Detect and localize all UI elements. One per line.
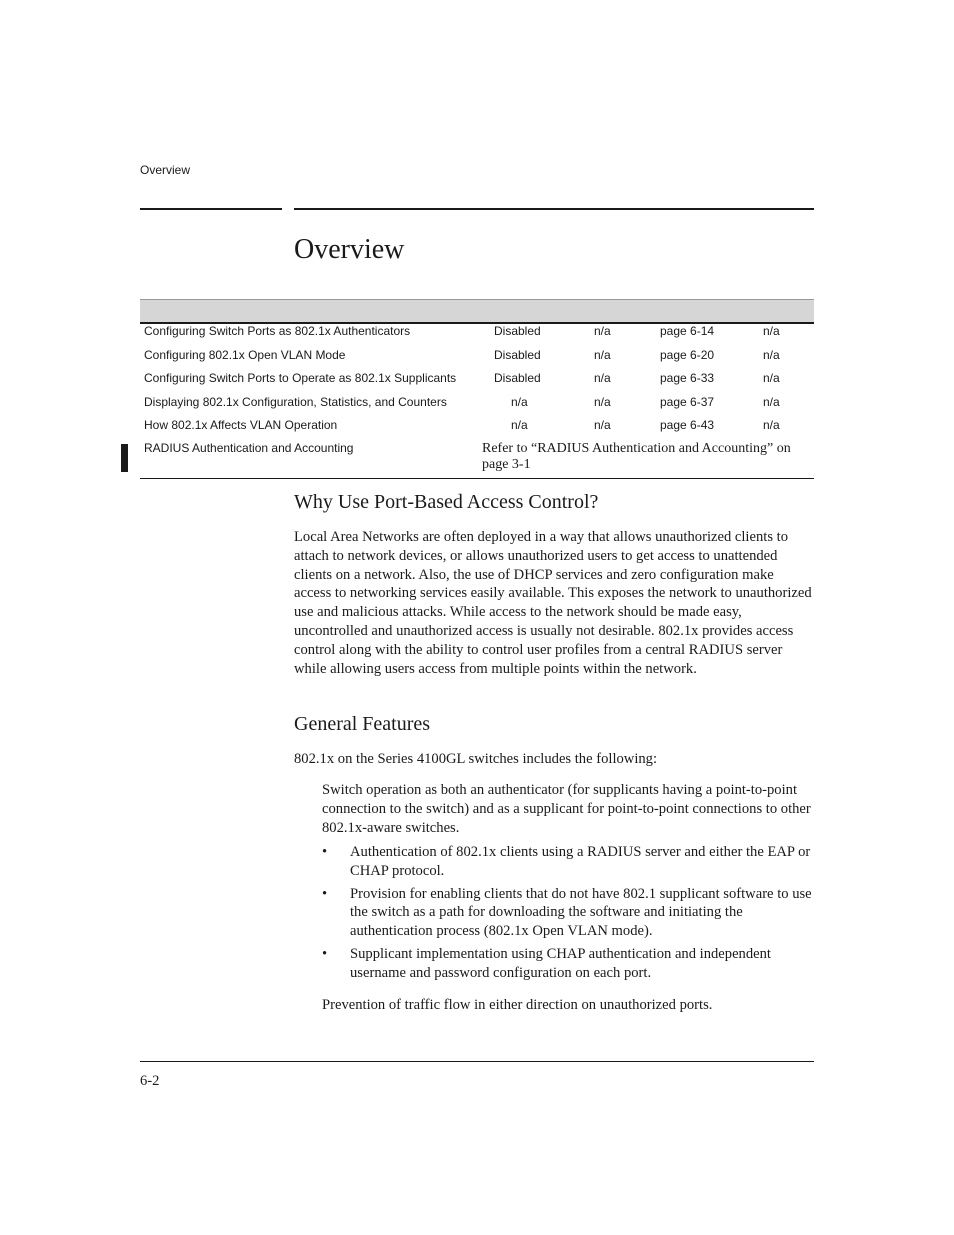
features-intro: 802.1x on the Series 4100GL switches includes the following: bbox=[294, 751, 658, 767]
table-row bbox=[0, 324, 954, 344]
footer-rule bbox=[140, 1061, 814, 1062]
table-row bbox=[0, 348, 954, 368]
cell: n/a bbox=[763, 348, 780, 362]
table-row bbox=[0, 395, 954, 415]
cell: n/a bbox=[594, 324, 611, 338]
features-bullet-list bbox=[322, 843, 814, 987]
feature-cell: How 802.1x Affects VLAN Operation bbox=[144, 418, 338, 432]
table-bottom-rule bbox=[140, 478, 814, 479]
cell: n/a bbox=[594, 418, 611, 432]
running-head: Overview bbox=[140, 163, 191, 177]
cross-reference-cell: Refer to “RADIUS Authentication and Accounting” on page 3-1 bbox=[482, 441, 791, 472]
why-paragraph: Local Area Networks are often deployed in a way that allows unauthorized clients to attach to network devices, or allows unauthorized users to get access to unattended clients on a network. Also, the use of DHCP services and zero configuration make access to networking services easily available. This exposes the network to unauthorized use and malicious attacks. While access to the network should be made easy, uncontrolled and unauthorized access is usually not desirable. 802.1x provides access control along with the ability to control user profiles from a central RADIUS server while allowing users access from multiple points within the network. bbox=[294, 529, 812, 677]
table-header-band bbox=[140, 299, 814, 323]
bullet-glyph: • bbox=[322, 844, 328, 860]
default-cell: Disabled bbox=[494, 371, 541, 385]
list-item bbox=[322, 843, 814, 881]
cell: n/a bbox=[594, 348, 611, 362]
list-item-text: Authentication of 802.1x clients using a RADIUS server and either the EAP or CHAP protocol. bbox=[350, 844, 811, 879]
feature-cell: Configuring 802.1x Open VLAN Mode bbox=[144, 348, 346, 362]
bullet-glyph: • bbox=[322, 945, 328, 962]
table-row bbox=[0, 371, 954, 391]
features-item-first: Switch operation as both an authenticator (for supplicants having a point-to-point connection to the switch) and as a supplicant for point-to-point connections to other 802.1x-aware switches. bbox=[322, 782, 811, 836]
feature-cell: RADIUS Authentication and Accounting bbox=[144, 441, 354, 455]
cell: n/a bbox=[594, 395, 611, 409]
page-ref-cell: page 6-37 bbox=[660, 395, 715, 409]
default-cell: n/a bbox=[511, 418, 528, 432]
page-ref-cell: page 6-43 bbox=[660, 418, 715, 432]
cell: n/a bbox=[594, 371, 611, 385]
bullet-glyph: • bbox=[322, 885, 328, 902]
change-bar bbox=[121, 444, 128, 472]
table-row bbox=[0, 418, 954, 438]
page-ref-cell: page 6-20 bbox=[660, 348, 715, 362]
cell: n/a bbox=[763, 371, 780, 385]
cell: n/a bbox=[763, 395, 780, 409]
cell: n/a bbox=[763, 418, 780, 432]
default-cell: n/a bbox=[511, 395, 528, 409]
header-rule-left bbox=[140, 208, 282, 210]
page-number: 6-2 bbox=[140, 1073, 160, 1089]
header-rule-right bbox=[294, 208, 814, 210]
list-item-text: Provision for enabling clients that do not have 802.1 supplicant software to use the switch as a path for downloading the software and initiating the authentication process (802.1x Open VLAN mode). bbox=[350, 885, 812, 940]
list-item bbox=[322, 885, 814, 941]
default-cell: Disabled bbox=[494, 324, 541, 338]
section-heading-features: General Features bbox=[294, 713, 431, 735]
feature-cell: Displaying 802.1x Configuration, Statistics, and Counters bbox=[144, 395, 447, 409]
feature-cell: Configuring Switch Ports to Operate as 802.1x Supplicants bbox=[144, 371, 457, 385]
table-row bbox=[0, 441, 954, 475]
list-item-text: Supplicant implementation using CHAP authentication and independent username and password configuration on each port. bbox=[350, 945, 771, 981]
page-ref-cell: page 6-33 bbox=[660, 371, 715, 385]
section-heading-why: Why Use Port-Based Access Control? bbox=[294, 491, 599, 513]
feature-cell: Configuring Switch Ports as 802.1x Authenticators bbox=[144, 324, 411, 338]
page-ref-cell: page 6-14 bbox=[660, 324, 715, 338]
cell: n/a bbox=[763, 324, 780, 338]
features-item-last: Prevention of traffic flow in either direction on unauthorized ports. bbox=[322, 997, 713, 1013]
list-item bbox=[322, 945, 814, 983]
default-cell: Disabled bbox=[494, 348, 541, 362]
page-title: Overview bbox=[294, 234, 405, 265]
